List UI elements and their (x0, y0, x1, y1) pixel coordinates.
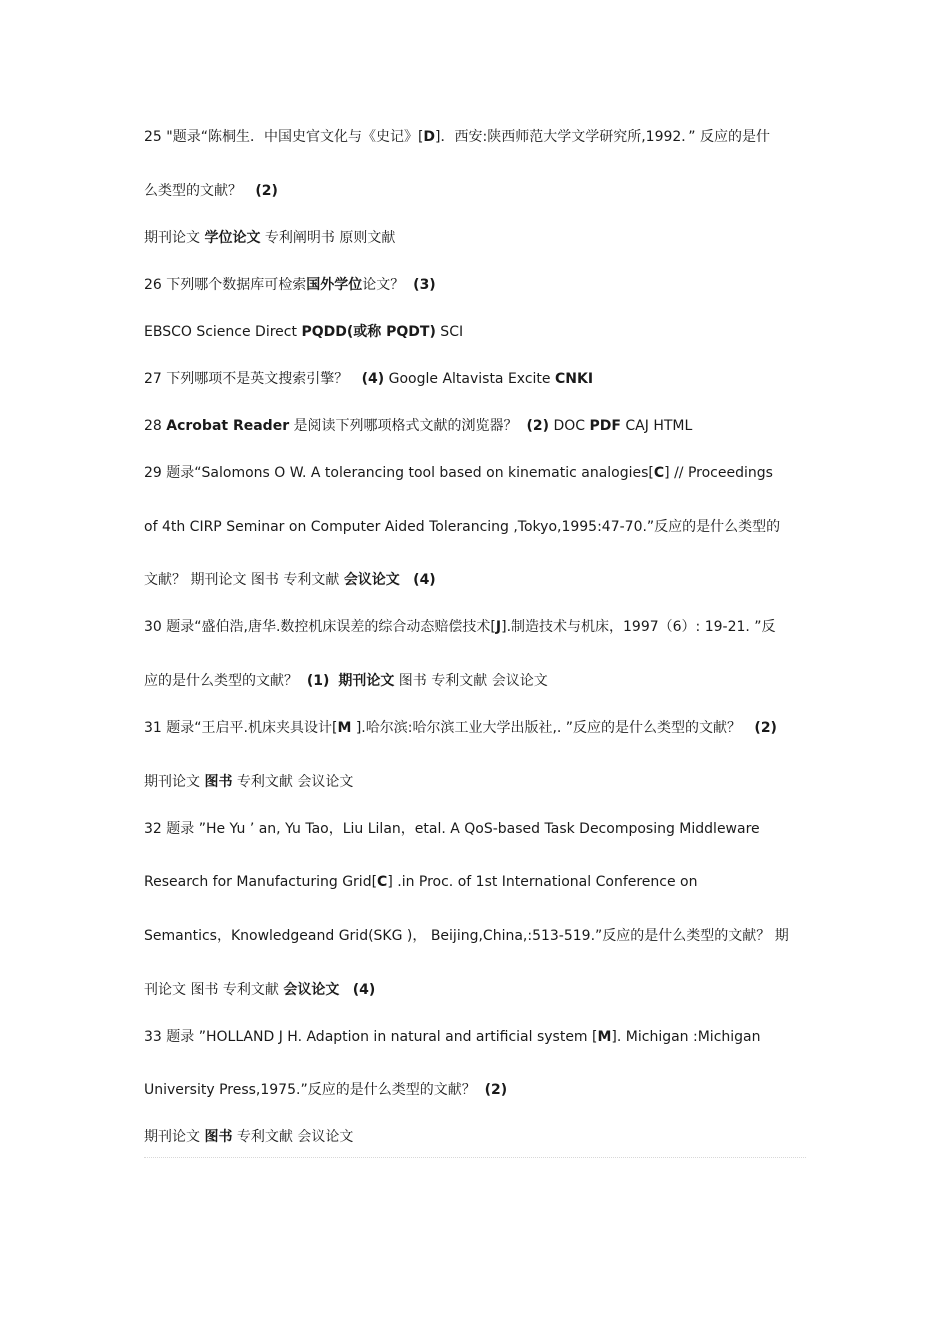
q31-answer: (2) (754, 720, 777, 736)
q27-correct-option: CNKI (555, 371, 594, 387)
q32-line-1: 32 题录 ”He Yu ’ an, Yu Tao，Liu Lilan，etal. A QoS-based Task Decomposing Middleware (144, 821, 760, 837)
q31-line-1: 31 题录“王启平.机床夹具设计[M ].哈尔滨:哈尔滨工业大学出版社,. ”反应的是什么类型的文献？ (2) (144, 720, 777, 736)
q25-line-2: 么类型的文献？ (2) (144, 183, 278, 199)
q29-line-1: 29 题录“Salomons O W. A tolerancing tool based on kinematic analogies[C] // Proceedings (144, 465, 773, 481)
q33-line-1: 33 题录 ”HOLLAND J H. Adaption in natural and artificial system [M]. Michigan :Michigan (144, 1029, 761, 1045)
q25-options: 期刊论文 学位论文 专利阐明书 原则文献 (144, 230, 396, 246)
q28-answer: (2) (526, 418, 550, 434)
q29-answer: (4) (413, 572, 436, 588)
q30-answer: (1) (306, 673, 330, 689)
q26-options: EBSCO Science Direct PQDD(或称 PQDT) SCI (144, 324, 464, 340)
q29-line-3: 文献？ 期刊论文 图书 专利文献 会议论文 (4) (144, 572, 436, 588)
q25-correct-option: 学位论文 (204, 230, 261, 246)
q32-line-4: 刊论文 图书 专利文献 会议论文 (4) (144, 982, 376, 998)
q28-correct-option: PDF (589, 418, 621, 434)
q26-answer: (3) (413, 277, 436, 293)
q30-correct-option: 期刊论文 (338, 673, 395, 689)
q32-line-3: Semantics，Knowledgeand Grid(SKG )， Beijing,China,:513-519.”反应的是什么类型的文献？ 期 (144, 928, 789, 944)
q33-line-2: University Press,1975.”反应的是什么类型的文献？ (2) (144, 1082, 508, 1098)
q33-answer: (2) (484, 1082, 508, 1098)
q26-line-1: 26 下列哪个数据库可检索国外学位论文？ (3) (144, 277, 436, 293)
q27-line-1: 27 下列哪项不是英文搜索引擎？ (4) Google Altavista Excite CNKI (144, 371, 594, 387)
q30-line-1: 30 题录“盛伯浩,唐华.数控机床误差的综合动态赔偿技术[J].制造技术与机床，1997（6）: 19-21. ”反 (144, 619, 776, 635)
q32-line-2: Research for Manufacturing Grid[C] .in Proc. of 1st International Conference on (144, 874, 698, 890)
q29-correct-option: 会议论文 (343, 572, 400, 588)
q31-correct-option: 图书 (204, 774, 233, 790)
q30-line-2: 应的是什么类型的文献？ (1) 期刊论文 图书 专利文献 会议论文 (144, 673, 548, 689)
page-divider (144, 1157, 806, 1158)
q33-correct-option: 图书 (204, 1129, 233, 1145)
q25-line-1: 25 "题录“陈桐生．中国史官文化与《史记》[D]．西安:陕西师范大学文学研究所,1992．” 反应的是什 (144, 129, 771, 145)
q26-correct-option: PQDD(或称 PQDT) (301, 324, 436, 340)
q33-options: 期刊论文 图书 专利文献 会议论文 (144, 1129, 354, 1145)
q32-answer: (4) (352, 982, 376, 998)
q27-answer: (4) (361, 371, 385, 387)
q29-line-2: of 4th CIRP Seminar on Computer Aided Tolerancing ,Tokyo,1995:47-70.”反应的是什么类型的 (144, 519, 781, 535)
q25-answer: (2) (255, 183, 278, 199)
q31-options: 期刊论文 图书 专利文献 会议论文 (144, 774, 354, 790)
q28-line-1: 28 Acrobat Reader 是阅读下列哪项格式文献的浏览器？ (2) DOC PDF CAJ HTML (144, 418, 693, 434)
q32-correct-option: 会议论文 (283, 982, 340, 998)
